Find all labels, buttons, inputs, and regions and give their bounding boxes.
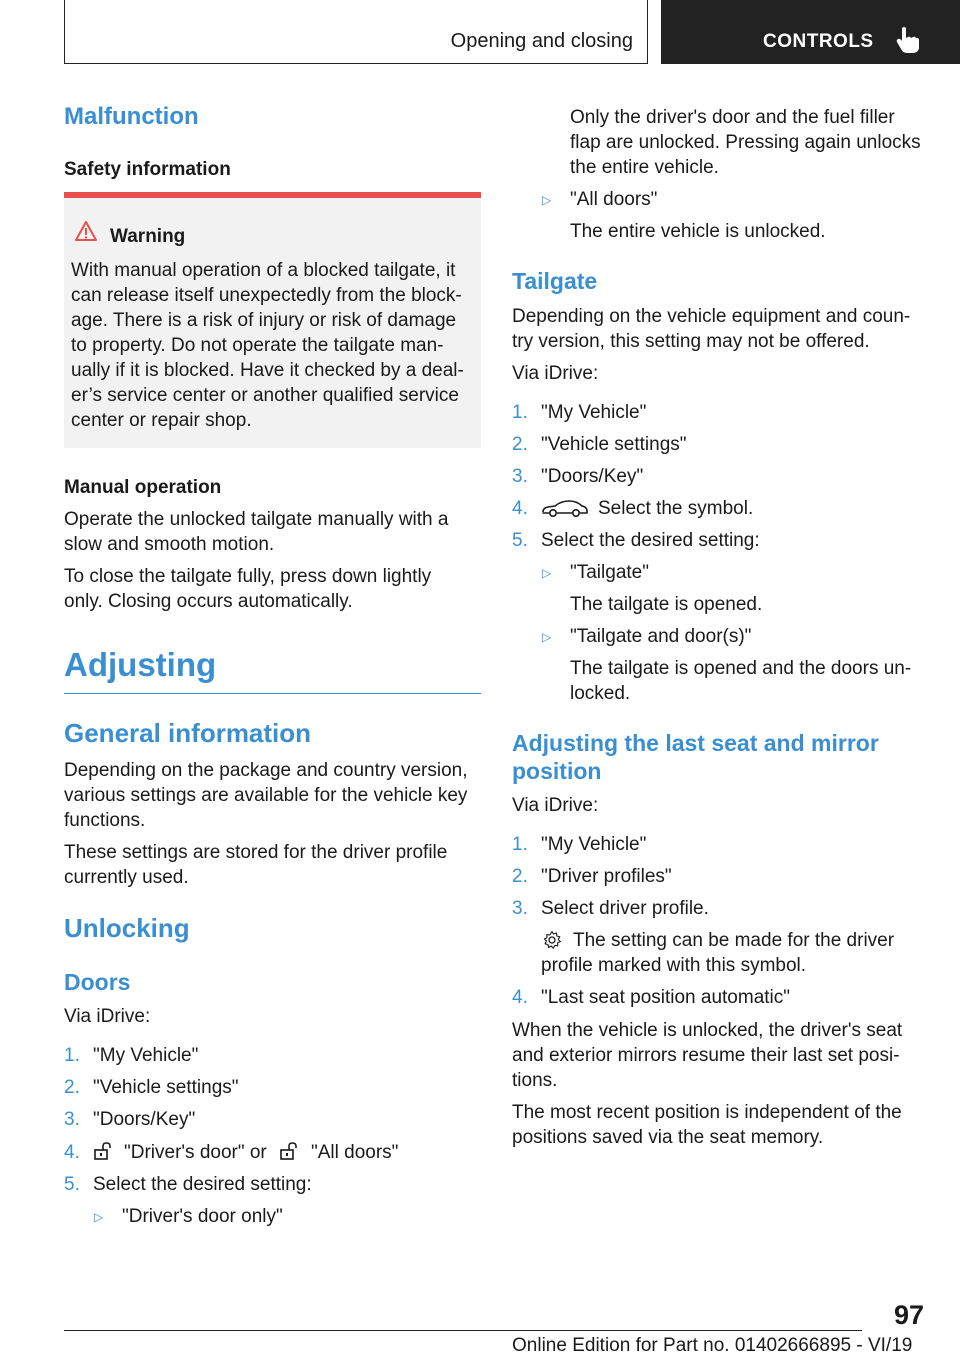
warning-line: to property. Do not operate the tailgate man‐	[71, 335, 444, 356]
header-section-box	[64, 0, 648, 64]
step-text: Select the desired setting:	[541, 530, 760, 551]
paragraph-line: only. Closing occurs automatically.	[64, 591, 353, 612]
step-number: 4.	[512, 498, 528, 519]
paragraph-line: Only the driver's door and the fuel filler	[570, 107, 895, 128]
warning-line: er’s service center or another qualified service	[71, 385, 459, 406]
heading-doors: Doors	[64, 969, 131, 995]
footer-edition: Online Edition for Part no. 01402666895 - VI/19	[512, 1335, 913, 1356]
header-chapter-box	[661, 0, 960, 64]
paragraph-line: Depending on the package and country version,	[64, 760, 468, 781]
option-desc: The tailgate is opened.	[570, 594, 763, 615]
option-desc: The tailgate is opened and the doors un‐	[570, 658, 912, 679]
step-number: 3.	[512, 466, 528, 487]
heading-malfunction: Malfunction	[64, 103, 199, 130]
step-text: "Doors/Key"	[541, 466, 644, 487]
paragraph-line: flap are unlocked. Pressing again unlocks	[570, 132, 921, 153]
paragraph-line: To close the tailgate fully, press down lightly	[64, 566, 432, 587]
step-text: "My Vehicle"	[541, 402, 647, 423]
warning-line: can release itself unexpectedly from the block‐	[71, 285, 462, 306]
option-text: "Tailgate and door(s)"	[570, 626, 752, 647]
gear-icon	[542, 930, 562, 950]
car-icon	[541, 498, 589, 518]
step-number: 4.	[64, 1142, 80, 1163]
pointing-hand-icon	[895, 26, 921, 54]
heading-adjusting: Adjusting	[64, 646, 217, 683]
heading-manual-operation: Manual operation	[64, 477, 222, 498]
step-text: "Driver's door" or	[124, 1142, 267, 1163]
step-number: 2.	[512, 866, 528, 887]
step-text: "Vehicle settings"	[93, 1077, 239, 1098]
footer-rule	[64, 1330, 862, 1331]
step-number: 3.	[512, 898, 528, 919]
bullet-triangle-icon: ▷	[542, 630, 552, 644]
step-number: 3.	[64, 1109, 80, 1130]
page-number: 97	[894, 1300, 925, 1330]
heading-last-seat: position	[512, 758, 602, 784]
step-text: "Last seat position automatic"	[541, 987, 791, 1008]
paragraph-line: tions.	[512, 1070, 558, 1091]
header-chapter-title: CONTROLS	[763, 31, 874, 52]
paragraph-line: try version, this setting may not be offered.	[512, 331, 870, 352]
via-idrive-label: Via iDrive:	[512, 795, 599, 816]
option-desc: locked.	[570, 683, 631, 704]
warning-line: age. There is a risk of injury or risk of damage	[71, 310, 457, 331]
heading-general-information: General information	[64, 718, 312, 748]
paragraph-line: functions.	[64, 810, 146, 831]
step-number: 2.	[512, 434, 528, 455]
paragraph-line: These settings are stored for the driver profile	[64, 842, 448, 863]
heading-tailgate: Tailgate	[512, 268, 598, 294]
via-idrive-label: Via iDrive:	[512, 363, 599, 384]
option-desc: The entire vehicle is unlocked.	[570, 221, 826, 242]
step-number: 1.	[512, 834, 528, 855]
paragraph-line: various settings are available for the vehicle key	[64, 785, 468, 806]
step-number: 5.	[64, 1174, 80, 1195]
paragraph-line: positions saved via the seat memory.	[512, 1127, 824, 1148]
step-text: "Vehicle settings"	[541, 434, 687, 455]
unlock-icon	[279, 1141, 301, 1161]
step-number: 2.	[64, 1077, 80, 1098]
step-number: 1.	[64, 1045, 80, 1066]
step-text: Select the desired setting:	[93, 1174, 312, 1195]
heading-rule	[64, 693, 481, 694]
via-idrive-label: Via iDrive:	[64, 1006, 151, 1027]
bullet-triangle-icon: ▷	[94, 1210, 104, 1224]
paragraph-line: the entire vehicle.	[570, 157, 719, 178]
step-text: "Doors/Key"	[93, 1109, 196, 1130]
step-text: "Driver profiles"	[541, 866, 672, 887]
heading-unlocking: Unlocking	[64, 913, 190, 943]
step-number: 5.	[512, 530, 528, 551]
warning-box	[64, 192, 481, 448]
note-text: The setting can be made for the driver	[573, 930, 895, 951]
step-text: Select driver profile.	[541, 898, 709, 919]
paragraph-line: slow and smooth motion.	[64, 534, 275, 555]
option-text: "Driver's door only"	[122, 1206, 283, 1227]
heading-last-seat: Adjusting the last seat and mirror	[512, 730, 879, 756]
header-section-title: Opening and closing	[450, 30, 633, 52]
warning-line: center or repair shop.	[71, 410, 252, 431]
paragraph-line: When the vehicle is unlocked, the driver's seat	[512, 1020, 903, 1041]
warning-line: ually if it is blocked. Have it checked by a deal‐	[71, 360, 464, 381]
unlock-icon	[93, 1141, 115, 1161]
paragraph-line: The most recent position is independent of the	[512, 1102, 902, 1123]
warning-triangle-icon	[74, 220, 98, 242]
heading-safety-information: Safety information	[64, 159, 231, 180]
option-text: "Tailgate"	[570, 562, 649, 583]
warning-line: With manual operation of a blocked tailgate, it	[71, 260, 456, 281]
paragraph-line: Depending on the vehicle equipment and coun‐	[512, 306, 911, 327]
step-text: "My Vehicle"	[541, 834, 647, 855]
step-text: "All doors"	[311, 1142, 399, 1163]
step-number: 1.	[512, 402, 528, 423]
step-number: 4.	[512, 987, 528, 1008]
paragraph-line: currently used.	[64, 867, 189, 888]
option-text: "All doors"	[570, 189, 658, 210]
warning-title: Warning	[110, 226, 186, 247]
note-text: profile marked with this symbol.	[541, 955, 807, 976]
paragraph-line: and exterior mirrors resume their last set posi‐	[512, 1045, 900, 1066]
paragraph-line: Operate the unlocked tailgate manually with a	[64, 509, 449, 530]
step-text: "My Vehicle"	[93, 1045, 199, 1066]
bullet-triangle-icon: ▷	[542, 566, 552, 580]
step-text: Select the symbol.	[598, 498, 754, 519]
bullet-triangle-icon: ▷	[542, 193, 552, 207]
